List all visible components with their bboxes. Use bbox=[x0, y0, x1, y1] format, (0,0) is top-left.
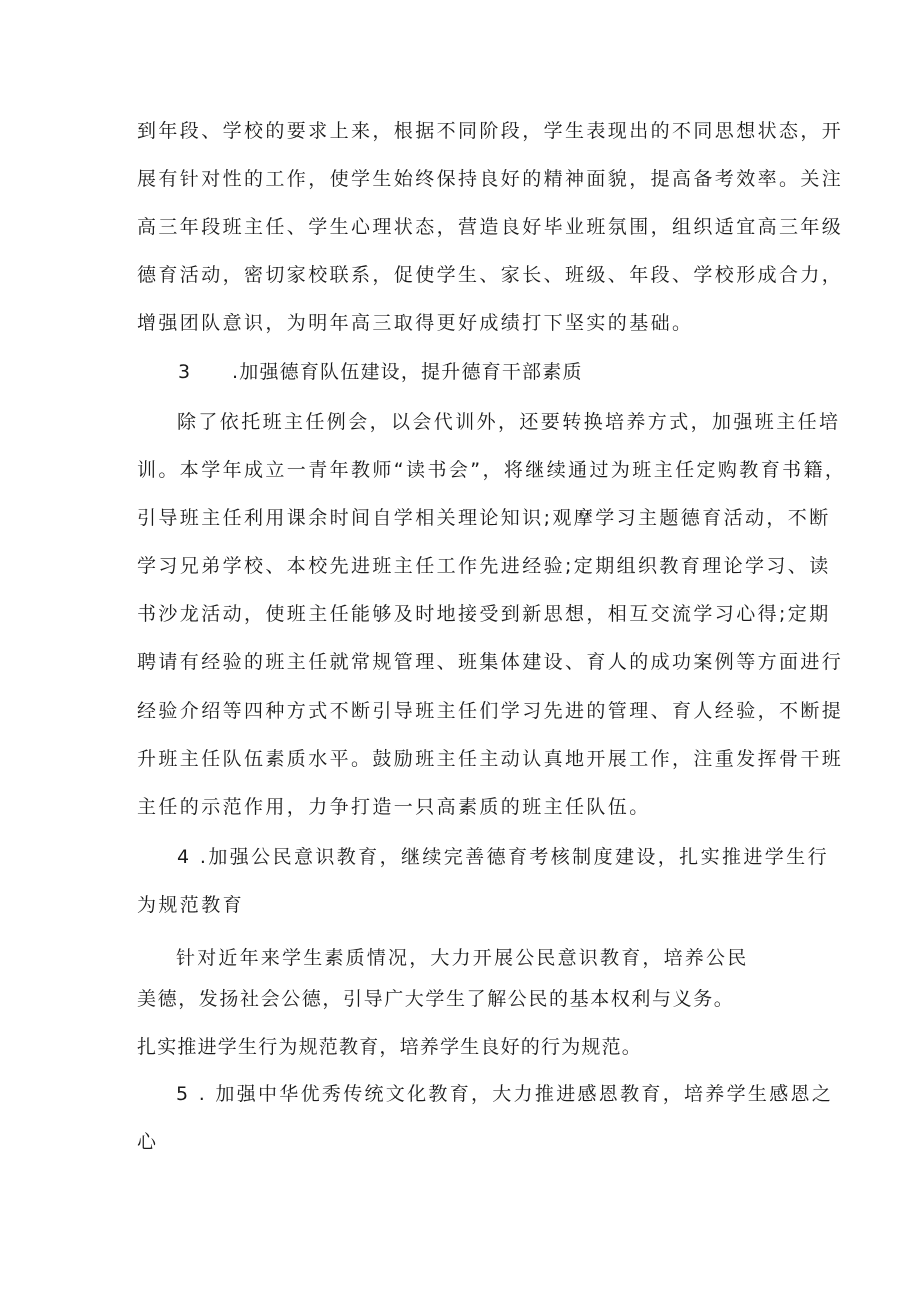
paragraph-line: 除了依托班主任例会，以会代训外，还要转换培养方式，加强班主任培 bbox=[177, 411, 841, 433]
paragraph-line: 到年段、学校的要求上来，根据不同阶段，学生表现出的不同思想状态，开 bbox=[137, 120, 844, 142]
paragraph-line: 学习兄弟学校、本校先进班主任工作先进经验;定期组织教育理论学习、读 bbox=[137, 555, 831, 577]
paragraph-line: 经验介绍等四种方式不断引导班主任们学习先进的管理、育人经验，不断提 bbox=[137, 700, 844, 722]
heading-text: .加强德育队伍建设，提升德育干部素质 bbox=[232, 361, 583, 383]
paragraph-line: 书沙龙活动，使班主任能够及时地接受到新思想，相互交流学习心得;定期 bbox=[137, 603, 831, 625]
paragraph-line: 德育活动，密切家校联系，促使学生、家长、班级、年段、学校形成合力， bbox=[137, 264, 844, 286]
paragraph-line: 主任的示范作用，力争打造一只高素质的班主任队伍。 bbox=[137, 796, 651, 818]
paragraph-line: 扎实推进学生行为规范教育，培养学生良好的行为规范。 bbox=[137, 1036, 643, 1058]
paragraph-line: 展有针对性的工作，使学生始终保持良好的精神面貌，提高备考效率。关注 bbox=[137, 168, 844, 190]
paragraph-line: 高三年段班主任、学生心理状态，营造良好毕业班氛围，组织适宜高三年级 bbox=[137, 216, 844, 238]
heading-line: 5 . 加强中华优秀传统文化教育，大力推进感恩教育，培养学生感恩之 bbox=[176, 1083, 834, 1105]
paragraph-line: 增强团队意识，为明年高三取得更好成绩打下坚实的基础。 bbox=[137, 312, 694, 334]
paragraph-line: 美德，发扬社会公德，引导广大学生了解公民的基本权利与义务。 bbox=[137, 988, 735, 1010]
heading-number: 3 bbox=[178, 361, 192, 383]
heading-line: 为规范教育 bbox=[137, 894, 245, 916]
paragraph-line: 针对近年来学生素质情况，大力开展公民意识教育，培养公民 bbox=[176, 947, 749, 969]
paragraph-line: 聘请有经验的班主任就常规管理、班集体建设、育人的成功案例等方面进行 bbox=[137, 651, 844, 673]
paragraph-line: 训。本学年成立一青年教师“读书会”，将继续通过为班主任定购教育书籍， bbox=[137, 459, 847, 481]
heading-line: 4 .加强公民意识教育，继续完善德育考核制度建设，扎实推进学生行 bbox=[177, 846, 829, 868]
heading-line: 心 bbox=[137, 1131, 159, 1153]
paragraph-line: 引导班主任利用课余时间自学相关理论知识;观摩学习主题德育活动，不断 bbox=[137, 507, 831, 529]
section-heading-3 bbox=[178, 360, 583, 384]
paragraph-line: 升班主任队伍素质水平。鼓励班主任主动认真地开展工作，注重发挥骨干班 bbox=[137, 748, 844, 770]
